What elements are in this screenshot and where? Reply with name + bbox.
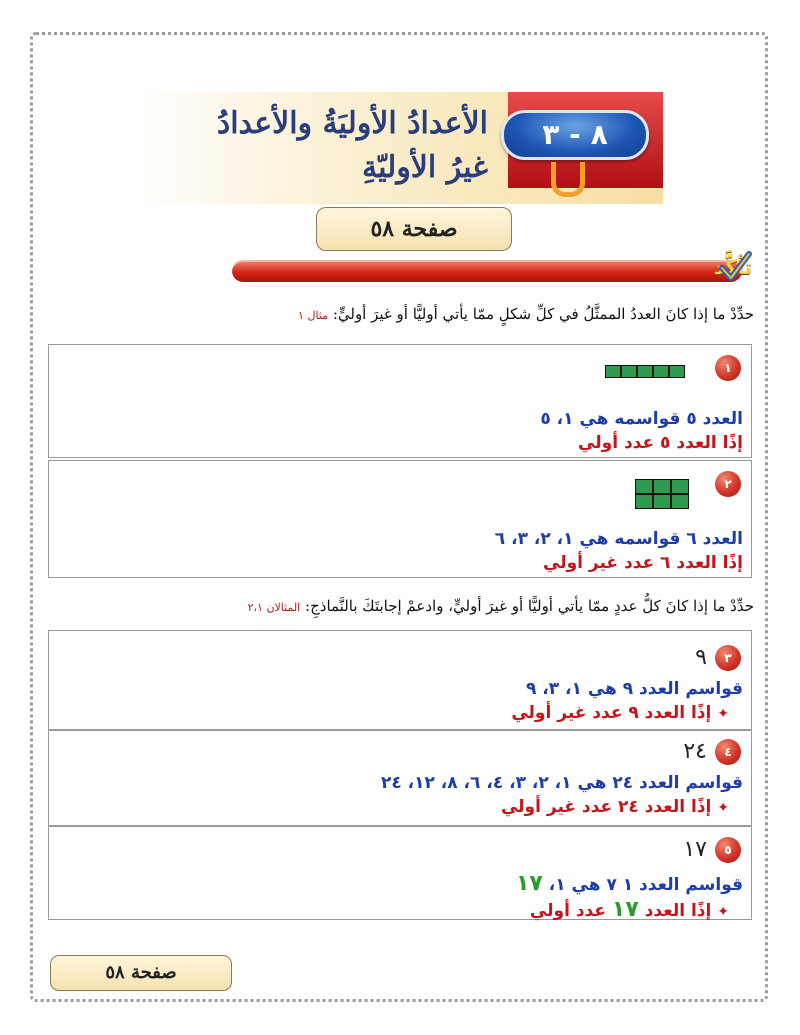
- instruction-2: [54, 597, 754, 615]
- lesson-title: [158, 102, 488, 190]
- exercise-2-divisors: العدد ٦ قواسمه هي ١، ٢، ٣، ٦: [494, 529, 743, 549]
- page-label-bottom: صفحة ٥٨: [50, 955, 232, 991]
- exercise-4-divisors: قواسم العدد ٢٤ هي ١، ٢، ٣، ٤، ٦، ٨، ١٢، ٢٤: [380, 773, 743, 793]
- exercise-5-value: ١٧: [683, 837, 707, 862]
- exercise-3-value: ٩: [695, 645, 707, 670]
- instruction-2-ref: المثالان ٢،١: [247, 601, 301, 614]
- checkmark-icon: [718, 250, 752, 284]
- exercise-4-box: [48, 730, 752, 826]
- instruction-1: [54, 305, 754, 323]
- exercise-3-box: [48, 630, 752, 730]
- exercise-1-number-badge: ١: [715, 355, 741, 381]
- lesson-number-pill: ٨ - ٣: [501, 110, 649, 160]
- exercise-5-result-highlight: ١٧: [611, 897, 639, 922]
- exercise-3-result-text: إذًا العدد ٩ عدد غير أولي: [511, 703, 712, 723]
- exercise-3-number-badge: ٣: [715, 645, 741, 671]
- exercise-2-model: [635, 479, 689, 509]
- exercise-1-model: [605, 365, 685, 378]
- exercise-2-number-badge: ٢: [715, 471, 741, 497]
- exercise-5-number-badge: ٥: [715, 837, 741, 863]
- exercise-5-divisors: [516, 871, 743, 896]
- instruction-1-text: حدِّدْ ما إذا كانَ العددُ الممثَّلُ في كلِّ شكلٍ ممّا يأتي أوليًّا أو غيرَ أوليٍّ:: [332, 305, 754, 323]
- lesson-title-line2: غيرُ الأوليّةِ: [362, 150, 488, 185]
- exercise-5-marker: ✦: [717, 904, 729, 920]
- exercise-5-box: [48, 826, 752, 920]
- exercise-5-result-prefix: إذًا العدد: [638, 901, 712, 921]
- exercise-4-result-text: إذًا العدد ٢٤ عدد غير أولي: [500, 797, 712, 817]
- banner-decoration-icon: [551, 162, 585, 197]
- exercise-1-result: إذًا العدد ٥ عدد أولي: [578, 433, 743, 453]
- instruction-2-text: حدِّدْ ما إذا كانَ كلُّ عددٍ ممّا يأتي أوليًّا أو غيرَ أوليٍّ، وادعمْ إجابتَكَ بالنَّماذجِ:: [305, 597, 754, 615]
- exercise-4-value: ٢٤: [683, 739, 707, 764]
- exercise-2-box: [48, 460, 752, 578]
- exercise-5-divisors-text: قواسم العدد ١ ٧ هي ١،: [542, 875, 743, 895]
- lesson-banner: [138, 92, 663, 204]
- exercise-5-divisors-highlight: ١٧: [515, 871, 543, 896]
- check-bar: [232, 260, 742, 282]
- exercise-4-marker: ✦: [717, 800, 729, 816]
- check-label: تأكَّد: [713, 255, 752, 279]
- exercise-1-box: [48, 344, 752, 458]
- exercise-5-result: [530, 897, 729, 922]
- exercise-1-divisors: العدد ٥ قواسمه هي ١، ٥: [540, 409, 743, 429]
- exercise-4-result: [501, 797, 729, 817]
- exercise-2-result: إذًا العدد ٦ عدد غير أولي: [543, 553, 743, 573]
- exercise-4-number-badge: ٤: [715, 739, 741, 765]
- exercise-3-marker: ✦: [717, 706, 729, 722]
- instruction-1-ref: مثال ١: [298, 309, 329, 322]
- exercise-3-result: [511, 703, 729, 723]
- exercise-5-result-suffix: عدد أولي: [529, 901, 612, 921]
- exercise-3-divisors: قواسم العدد ٩ هي ١، ٣، ٩: [525, 679, 743, 699]
- page-label-top: صفحة ٥٨: [316, 207, 512, 251]
- lesson-title-line1: الأعدادُ الأوليَةُ والأعدادُ: [216, 106, 488, 141]
